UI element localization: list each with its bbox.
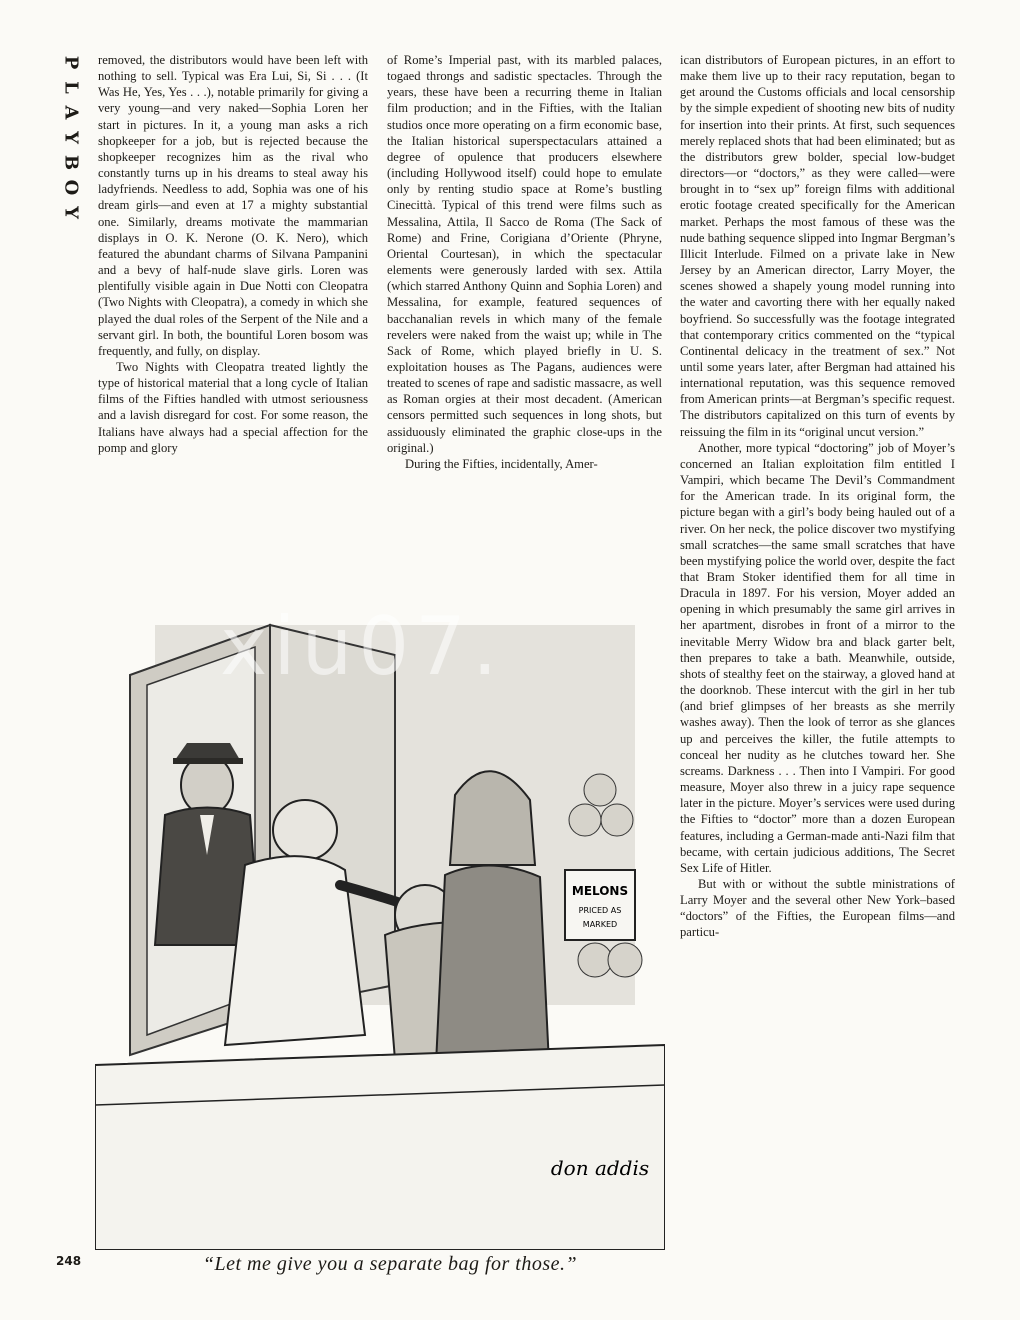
sign-text: PRICED AS [578, 906, 622, 915]
article-column-3 [680, 52, 955, 941]
page-number: 248 [56, 1254, 82, 1268]
article-column-1 [98, 52, 368, 456]
magazine-masthead [52, 50, 82, 225]
masthead-letter: Y [60, 206, 82, 219]
masthead-letter: L [60, 81, 82, 94]
paragraph: of Rome’s Imperial past, with its marbled palaces, togaed throngs and sadistic spectacles. Through the years, these have been a recurring theme in Italian film production; and in the Fifties, with the Italian studios once more operating on a firm economic base, the Italian historical superspectaculars attained a degree of opulence that producers elsewhere (including Hollywood itself) could hope to emulate only by renting studio space at Rome’s bustling Cinecittà. Typical of this trend were films such as Messalina, Attila, Il Sacco de Roma (The Sack of Rome) and Frine, Corigiana d’Oriente (Phryne, Oriental Courtesan), in which the spectacular elements were generously larded with sex. Attila (which starred Anthony Quinn and Sophia Loren) and Messalina, for example, featured sequences of bacchanalian revels in which many of the female revelers were naked from the waist up; while in The Sack of Rome, which played briefly in U. S. exploitation houses as The Pagans, audiences were treated to scenes of rape and sadistic massacre, as well as Roman orgies at their most decadent. (American censors permitted such sequences in long shots, but assiduously eliminated the graphic close-ups in the original.) [387, 53, 662, 455]
paragraph: During the Fifties, incidentally, Amer- [405, 456, 598, 471]
cartoon-illustration [95, 615, 665, 1250]
masthead-letter: P [60, 55, 82, 70]
masthead-letter: A [60, 105, 82, 120]
cartoon-drawing [95, 615, 665, 1250]
cartoon-caption: “Let me give you a separate bag for those.” [202, 1253, 578, 1275]
paragraph: But with or without the subtle ministrations of Larry Moyer and the several other New York–based “doctors” of the Fifties, the European films—and particu- [680, 876, 955, 940]
masthead-letter: O [60, 179, 82, 196]
sign-text: MELONS [571, 884, 629, 898]
article-column-2 [387, 52, 662, 472]
paragraph: Another, more typical “doctoring” job of Moyer’s concerned an Italian exploitation film entitled I Vampiri, which became The Devil’s Commandment for the American trade. In its original form, the picture began with a girl’s body being hauled out of a river. On her neck, the police discover two mystifying small scratches—the same small scratches that have been mystifying police the world over, despite the fact that Bram Stoker identified them for all time in Dracula in 1897. For his version, Moyer added an opening in which presumably the same girl arrives in her apartment, disrobes in front of a mirror to the inevitable Merry Widow bra and black garter belt, then prepares to take a bath. Meanwhile, outside, shots of stealthy feet on the stairway, a gloved hand at the doorknob. These intercut with the girl in her tub (and brief glimpses of her breasts as she merrily washes away). Then the look of terror as she glances up and perceives the killer, the futile attempts to conceal her nudity as he clutches toward her. She screams. Darkness . . . Then into I Vampiri. For good measure, Moyer also threw in a juicy rape sequence later in the picture. Moyer’s services were used during the Fifties to “doctor” more than a dozen European features, including a German-made anti-Nazi film that became, with certain judicious additions, The Secret Sex Life of Hitler. [680, 440, 955, 875]
masthead-letter: B [60, 154, 82, 171]
paragraph: removed, the distributors would have been left with nothing to sell. Typical was Era Lui, Si, Si . . . (It Was He, Yes, Yes . . .), notable primarily for giving a very young—and very naked—Sophia Loren her start in pictures. In it, a young man asks a rich shopkeeper for a job, but is rejected because the shopkeeper recognizes him as the rival who constantly turns up in his dreams to steal away his ladyfriends. Needless to add, Sophia was one of his dream girls—and even at 17 a mighty substantial one. Similarly, dreams motivate the mammarian displays in O. K. Nerone (O. K. Nero), which featured the abundant charms of Silvana Pampanini and a bevy of half-nude slave girls. Loren was plentifully visible again in Due Notti con Cleopatra (Two Nights with Cleopatra), a comedy in which she played the dual roles of the Serpent of the Nile and a servant girl. In both, the bountiful Loren bosom was frequently, and fully, on display. [98, 53, 368, 358]
paragraph: Two Nights with Cleopatra treated lightly the type of historical material that a long cycle of Italian films of the Fifties handled with utmost seriousness and a lavish disregard for cost. For some reason, the Italians have always had a special affection for the pomp and glory [98, 359, 368, 455]
sign-text: MARKED [582, 920, 618, 929]
masthead-letter: Y [60, 131, 82, 144]
watermark: xiu07. [220, 600, 504, 693]
artist-signature: don addis [550, 1156, 650, 1180]
paragraph: ican distributors of European pictures, in an effort to make them live up to their racy reputation, began to get around the Customs officials and local censorship by the simple expedient of shooting new bits of nudity for insertion into their prints. At first, such sequences merely replaced shots that had been eliminated; but as the distributors grew bolder, special low-budget directors—or “doctors,” as they were called—were brought in to “sex up” foreign films with additional erotic footage created specifically for the American market. Perhaps the most famous of these was the nude bathing sequence slipped into Ingmar Bergman’s Illicit Interlude. Filmed on a private lake in New Jersey by an American director, Larry Moyer, the scenes showed a shapely young model running into the water and cavorting there with her equally naked boyfriend. So successfully was the footage integrated that contemporary critics commented on the “typical Continental delicacy in the treatment of sex.” Not until some years later, after Bergman had attained his international reputation, was this sequence removed from American prints—at Bergman’s specific request. The distributors capitalized on this turn of events by reissuing the film in its “original uncut version.” [680, 53, 955, 439]
